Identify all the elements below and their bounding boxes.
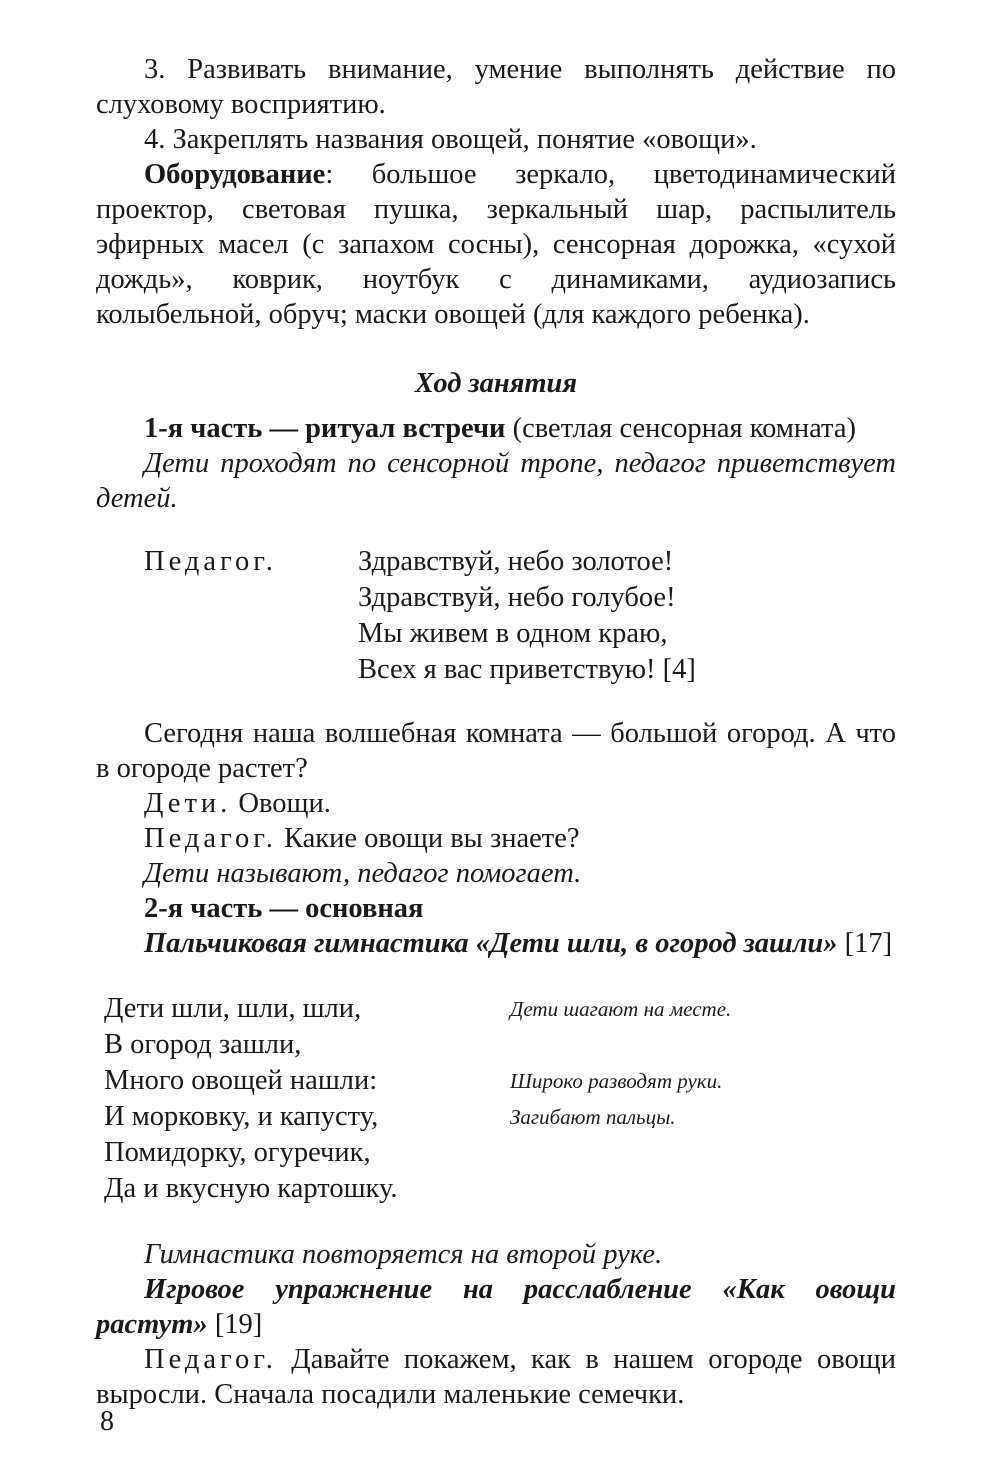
relax-speaker: Педагог. bbox=[144, 1344, 277, 1375]
children-reply: Овощи. bbox=[231, 788, 331, 819]
part1-direction: Дети проходят по сенсорной тропе, педагог приветствует детей. bbox=[96, 448, 896, 514]
part1-title-bold: 1-я часть — ритуал встречи bbox=[144, 413, 506, 444]
children-speaker: Дети. bbox=[144, 788, 232, 819]
relax-title-line bbox=[96, 1272, 896, 1342]
finger-gym-title-line bbox=[96, 926, 896, 961]
greeting-poem bbox=[96, 544, 896, 688]
poem-speaker: Педагог. bbox=[144, 546, 277, 577]
verse-action: Дети шагают на месте. bbox=[510, 997, 732, 1021]
poem-line: Всех я вас приветствую! [4] bbox=[358, 654, 696, 685]
verse-action: Загибают пальцы. bbox=[510, 1105, 676, 1129]
page-content bbox=[96, 52, 896, 1412]
verse-line: Много овощей нашли: bbox=[104, 1065, 378, 1096]
page-number: 8 bbox=[100, 1406, 114, 1437]
part2-title: 2-я часть — основная bbox=[144, 893, 424, 924]
verse-row bbox=[104, 1099, 896, 1135]
verse-line: Дети шли, шли, шли, bbox=[104, 993, 362, 1024]
verse-row bbox=[104, 1171, 896, 1207]
equipment-paragraph bbox=[96, 157, 896, 332]
goal-item-4: 4. Закреплять названия овощей, понятие «овощи». bbox=[144, 124, 757, 155]
teacher-question: Какие овощи вы знаете? bbox=[276, 823, 580, 854]
relax-body: Давайте покажем, как в нашем огороде овощи выросли. Сначала посадили маленькие семечки. bbox=[96, 1344, 896, 1410]
poem-lines bbox=[358, 544, 696, 688]
dialogue-direction: Дети называют, педагог помогает. bbox=[144, 858, 582, 889]
finger-gym-title: Пальчиковая гимнастика «Дети шли, в огород зашли» bbox=[144, 928, 838, 959]
equipment-text: : большое зеркало, цветодинамический проектор, световая пушка, зеркальный шар, распылитель эфирных масел (с запахом сосны), сенсорная дорожка, «сухой дождь», коврик, ноутбук с динамиками, аудиозапись колыбельной, обруч; маски овощей (для каждого ребенка). bbox=[96, 159, 896, 330]
verse-row bbox=[104, 991, 896, 1027]
finger-gym-ref: [17] bbox=[837, 928, 893, 959]
poem-line: Мы живем в одном краю, bbox=[358, 618, 668, 649]
teacher-question-line bbox=[96, 821, 896, 856]
part1-title bbox=[96, 411, 896, 446]
verse-line: В огород зашли, bbox=[104, 1029, 302, 1060]
repeat-note: Гимнастика повторяется на второй руке. bbox=[144, 1239, 663, 1270]
poem-line: Здравствуй, небо голубое! bbox=[358, 582, 676, 613]
relax-title: Игровое упражнение на расслабление «Как овощи растут» bbox=[96, 1274, 896, 1340]
relax-ref: [19] bbox=[207, 1309, 263, 1340]
teacher-text: Сегодня наша волшебная комната — большой огород. А что в огороде растет? bbox=[96, 718, 896, 784]
relax-text bbox=[96, 1342, 896, 1412]
equipment-label: Оборудование bbox=[144, 159, 326, 190]
verse-row bbox=[104, 1063, 896, 1099]
teacher-speaker: Педагог. bbox=[144, 823, 277, 854]
goal-item-3: 3. Развивать внимание, умение выполнять действие по слуховому восприятию. bbox=[96, 54, 896, 120]
children-reply-line bbox=[96, 786, 896, 821]
verse-line: И морковку, и капусту, bbox=[104, 1101, 379, 1132]
finger-gym-verse bbox=[104, 991, 896, 1207]
verse-row bbox=[104, 1135, 896, 1171]
part1-note: (светлая сенсорная комната) bbox=[505, 413, 856, 444]
poem-line: Здравствуй, небо золотое! bbox=[358, 546, 674, 577]
section-heading: Ход занятия bbox=[414, 368, 578, 399]
verse-line: Да и вкусную картошку. bbox=[104, 1173, 398, 1204]
verse-row bbox=[104, 1027, 896, 1063]
verse-action: Широко разводят руки. bbox=[510, 1069, 723, 1093]
verse-line: Помидорку, огуречик, bbox=[104, 1137, 371, 1168]
